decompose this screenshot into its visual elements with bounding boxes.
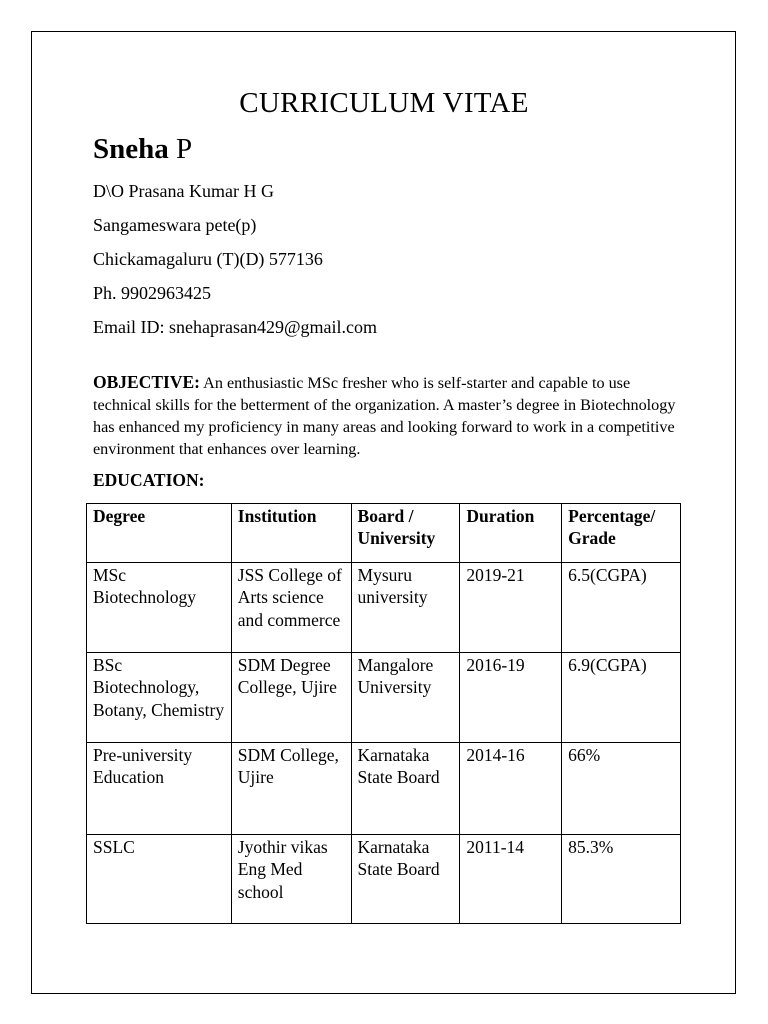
document-title: CURRICULUM VITAE bbox=[239, 87, 529, 119]
table-row bbox=[87, 743, 681, 835]
board-cell: Mangalore University bbox=[351, 653, 460, 743]
column-header-degree: Degree bbox=[87, 504, 232, 563]
parent-name: D\O Prasana Kumar H G bbox=[93, 181, 274, 201]
institution-cell: JSS College of Arts science and commerce bbox=[231, 563, 351, 653]
duration-cell: 2019-21 bbox=[460, 563, 562, 653]
grade-cell: 6.9(CGPA) bbox=[562, 653, 681, 743]
grade-cell: 66% bbox=[562, 743, 681, 835]
education-heading: EDUCATION: bbox=[93, 470, 205, 490]
board-cell: Karnataka State Board bbox=[351, 743, 460, 835]
institution-cell: Jyothir vikas Eng Med school bbox=[231, 835, 351, 924]
education-table bbox=[86, 503, 681, 924]
column-header-duration: Duration bbox=[460, 504, 562, 563]
degree-cell: MSc Biotechnology bbox=[87, 563, 232, 653]
first-name: Sneha bbox=[93, 133, 169, 165]
duration-cell: 2016-19 bbox=[460, 653, 562, 743]
column-header-board: Board / University bbox=[351, 504, 460, 563]
grade-cell: 6.5(CGPA) bbox=[562, 563, 681, 653]
board-cell: Mysuru university bbox=[351, 563, 460, 653]
email-address: Email ID: snehaprasan429@gmail.com bbox=[93, 317, 378, 337]
table-row bbox=[87, 835, 681, 924]
degree-cell: Pre-university Education bbox=[87, 743, 232, 835]
table-header-row bbox=[87, 504, 681, 563]
candidate-name bbox=[93, 133, 192, 166]
last-name: P bbox=[176, 133, 193, 165]
grade-cell: 85.3% bbox=[562, 835, 681, 924]
board-cell: Karnataka State Board bbox=[351, 835, 460, 924]
institution-cell: SDM College, Ujire bbox=[231, 743, 351, 835]
objective-text: An enthusiastic MSc fresher who is self-starter and capable to use technical skills for the betterment of the organization. A master’s degree in Biotechnology has enhanced my proficiency in many areas and looking forward to work in a competitive environment that enhances over learning. bbox=[93, 374, 676, 458]
objective-section bbox=[93, 371, 683, 460]
phone-number: Ph. 9902963425 bbox=[93, 283, 212, 303]
table-row bbox=[87, 653, 681, 743]
table-row bbox=[87, 563, 681, 653]
degree-cell: SSLC bbox=[87, 835, 232, 924]
duration-cell: 2014-16 bbox=[460, 743, 562, 835]
duration-cell: 2011-14 bbox=[460, 835, 562, 924]
column-header-institution: Institution bbox=[231, 504, 351, 563]
column-header-grade: Percentage/ Grade bbox=[562, 504, 681, 563]
address-line-2: Chickamagaluru (T)(D) 577136 bbox=[93, 249, 323, 269]
degree-cell: BSc Biotechnology, Botany, Chemistry bbox=[87, 653, 232, 743]
address-line-1: Sangameswara pete(p) bbox=[93, 215, 257, 235]
institution-cell: SDM Degree College, Ujire bbox=[231, 653, 351, 743]
objective-heading: OBJECTIVE: bbox=[93, 372, 200, 392]
